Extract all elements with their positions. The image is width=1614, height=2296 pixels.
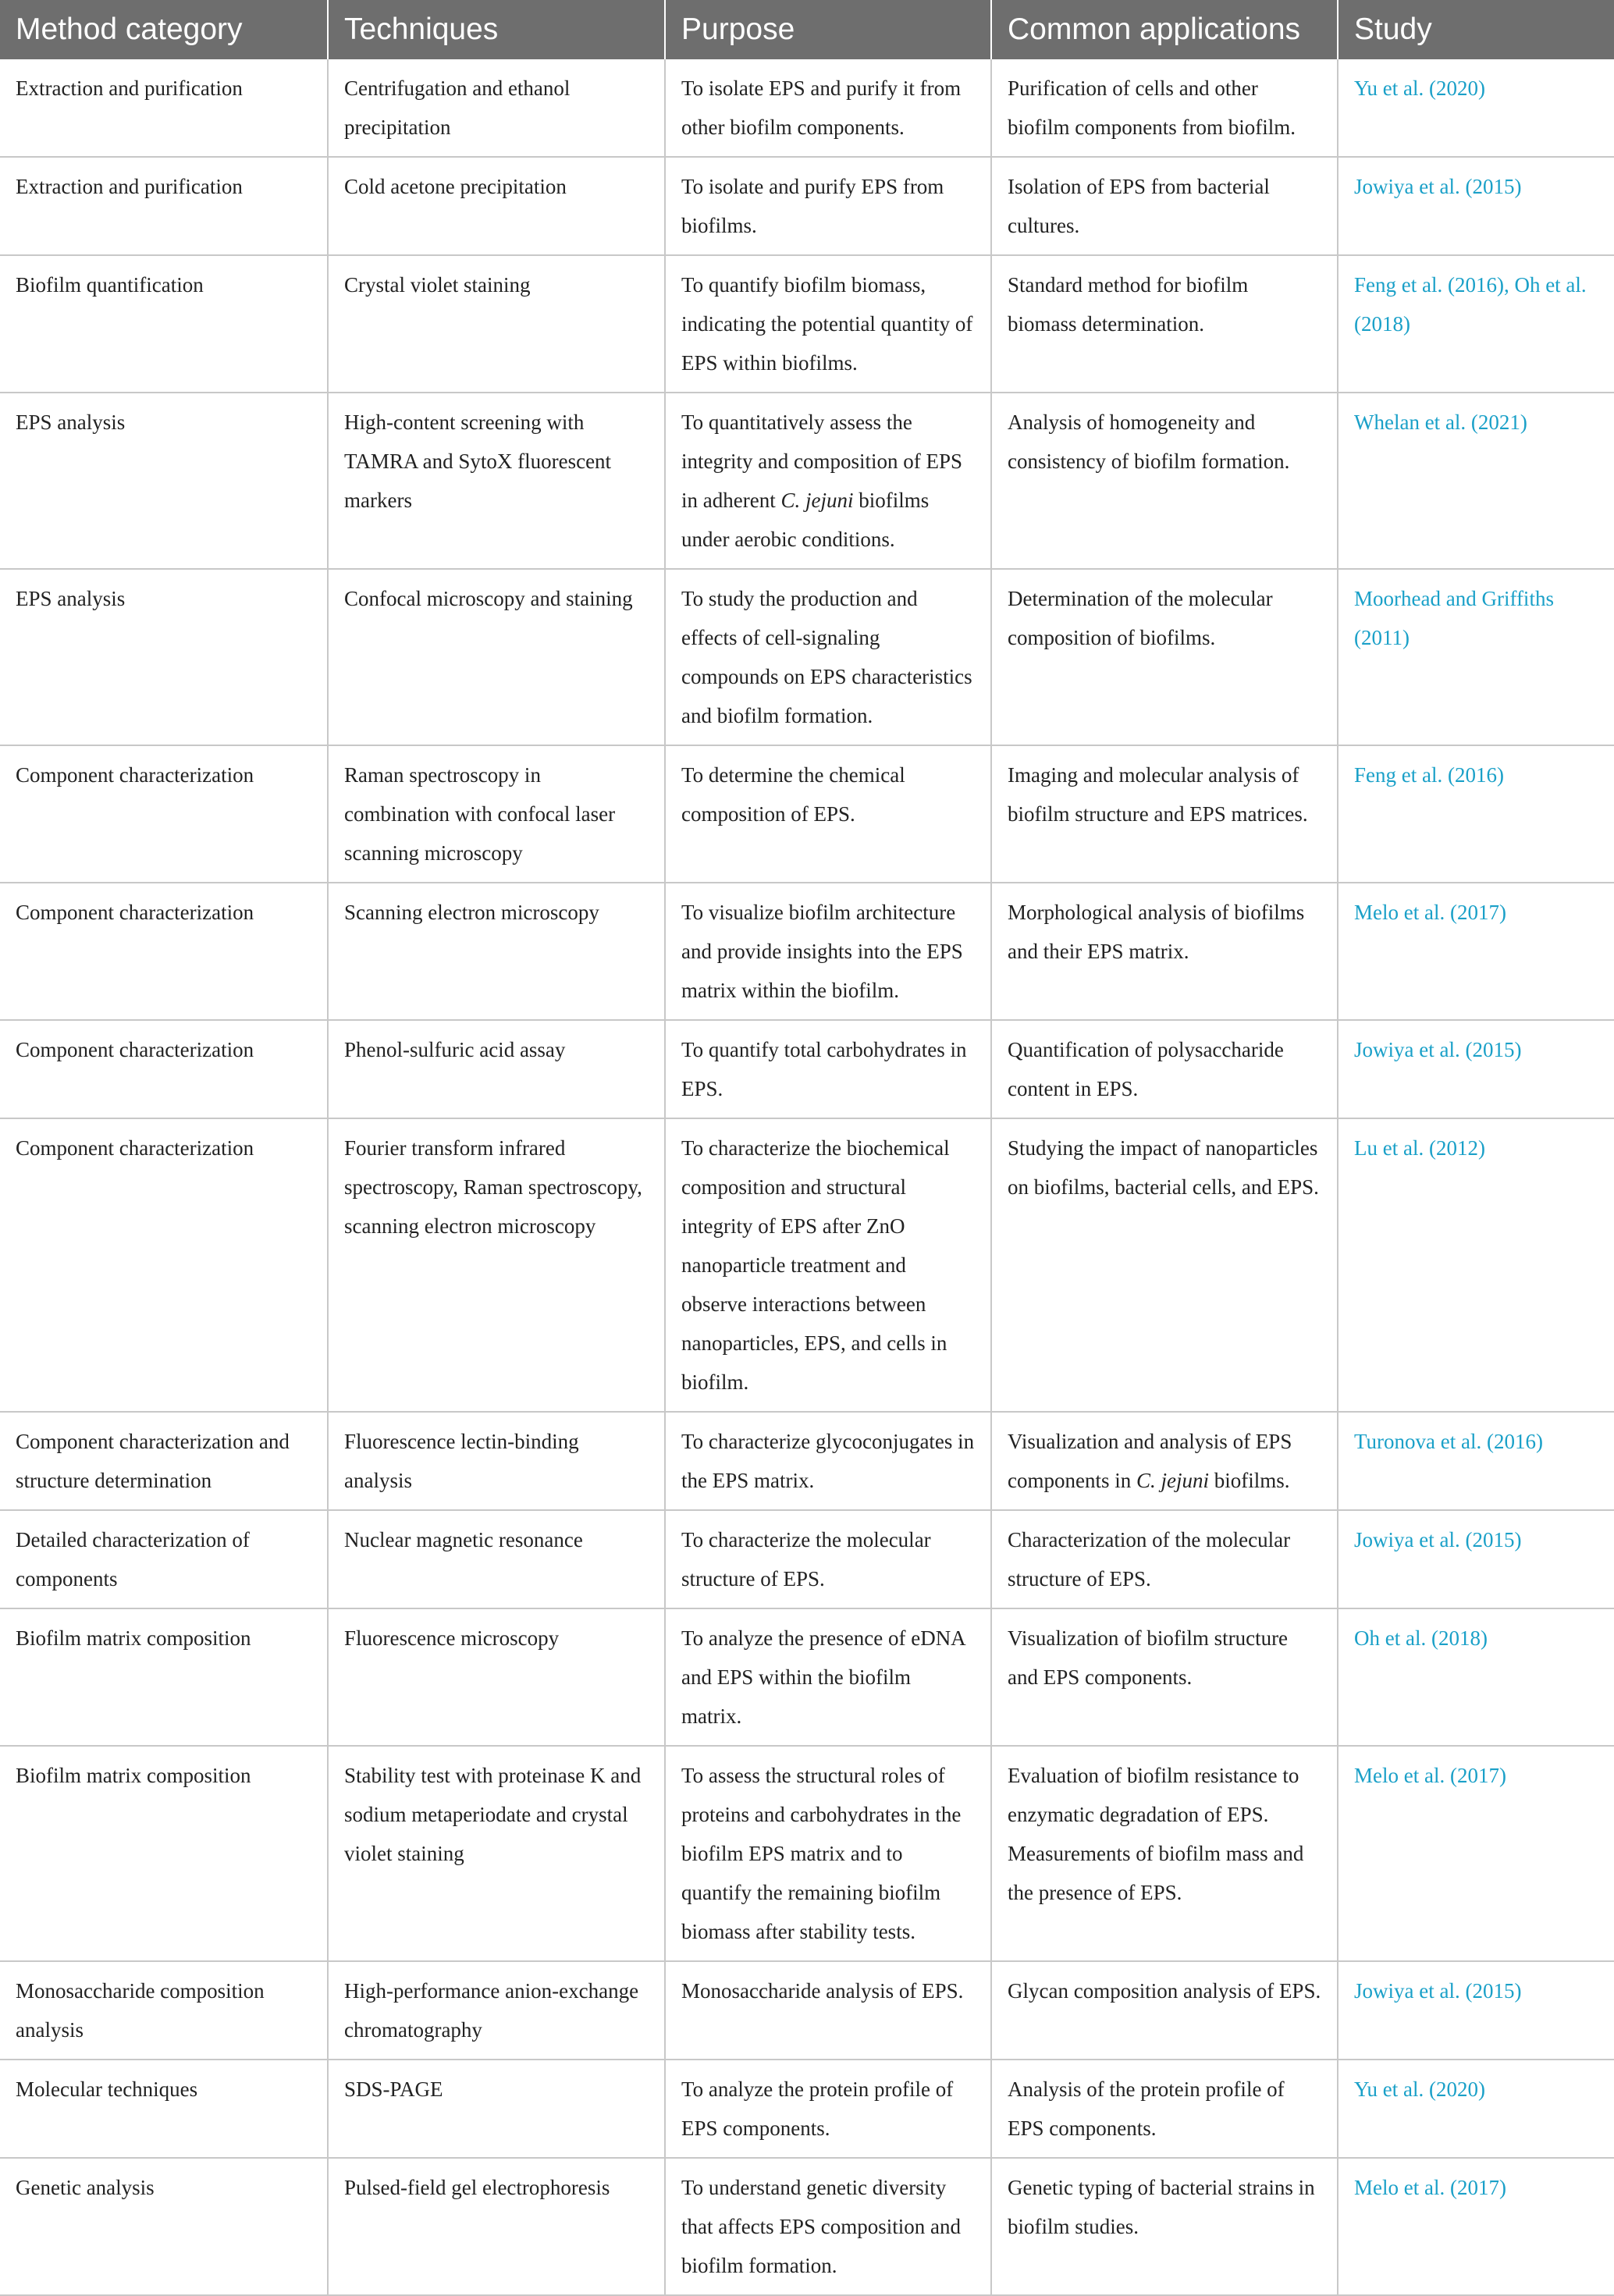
table-row (0, 2158, 1614, 2295)
table-row (0, 2060, 1614, 2158)
study-link[interactable]: Turonova et al. (2016) (1338, 1412, 1614, 1510)
study-link[interactable]: Melo et al. (2017) (1338, 1746, 1614, 1961)
cell-method: Component characterization (0, 1118, 328, 1412)
cell-technique: Confocal microscopy and staining (328, 569, 665, 745)
cell-application: Characterization of the molecular structure of EPS. (991, 1510, 1338, 1608)
cell-technique: SDS-PAGE (328, 2060, 665, 2158)
cell-purpose: To characterize the biochemical composition and structural integrity of EPS after ZnO nanoparticle treatment and observe interactions between nanoparticles, EPS, and cells in biofilm. (665, 1118, 991, 1412)
cell-method: Molecular techniques (0, 2060, 328, 2158)
table-row (0, 1118, 1614, 1412)
header-row (0, 0, 1614, 59)
table-header (0, 0, 1614, 59)
cell-method: Extraction and purification (0, 59, 328, 157)
application-text: Visualization and analysis of EPS components in (1008, 1430, 1292, 1492)
purpose-text: To quantitatively assess the integrity and composition of EPS in adherent (681, 411, 962, 512)
cell-method: Monosaccharide composition analysis (0, 1961, 328, 2060)
table-row (0, 1412, 1614, 1510)
table-row (0, 1020, 1614, 1118)
cell-application (991, 1412, 1338, 1510)
study-link[interactable]: Lu et al. (2012) (1338, 1118, 1614, 1412)
cell-technique: Fourier transform infrared spectroscopy, Raman spectroscopy, scanning electron microscopy (328, 1118, 665, 1412)
cell-method: EPS analysis (0, 393, 328, 569)
cell-application: Genetic typing of bacterial strains in biofilm studies. (991, 2158, 1338, 2295)
cell-application: Standard method for biofilm biomass determination. (991, 255, 1338, 393)
cell-method: Biofilm matrix composition (0, 1608, 328, 1746)
species-name: C. jejuni (780, 489, 854, 512)
cell-technique: High-content screening with TAMRA and SytoX fluorescent markers (328, 393, 665, 569)
purpose-text: biofilms under aerobic conditions. (681, 489, 930, 551)
study-link[interactable]: Yu et al. (2020) (1338, 59, 1614, 157)
cell-technique: Scanning electron microscopy (328, 883, 665, 1020)
cell-purpose: To understand genetic diversity that affects EPS composition and biofilm formation. (665, 2158, 991, 2295)
table-row (0, 883, 1614, 1020)
cell-purpose: To analyze the presence of eDNA and EPS within the biofilm matrix. (665, 1608, 991, 1746)
table-row (0, 745, 1614, 883)
table-row (0, 157, 1614, 255)
cell-application: Analysis of homogeneity and consistency of biofilm formation. (991, 393, 1338, 569)
cell-purpose: To characterize the molecular structure of EPS. (665, 1510, 991, 1608)
cell-purpose: To assess the structural roles of proteins and carbohydrates in the biofilm EPS matrix and to quantify the remaining biofilm biomass after stability tests. (665, 1746, 991, 1961)
cell-application: Evaluation of biofilm resistance to enzymatic degradation of EPS. Measurements of biofilm mass and the presence of EPS. (991, 1746, 1338, 1961)
cell-application: Isolation of EPS from bacterial cultures. (991, 157, 1338, 255)
table-row (0, 393, 1614, 569)
cell-purpose (665, 393, 991, 569)
cell-technique: Cold acetone precipitation (328, 157, 665, 255)
cell-purpose: To quantify total carbohydrates in EPS. (665, 1020, 991, 1118)
cell-application: Analysis of the protein profile of EPS components. (991, 2060, 1338, 2158)
cell-method: Component characterization (0, 1020, 328, 1118)
cell-method: Biofilm matrix composition (0, 1746, 328, 1961)
cell-technique: Fluorescence lectin-binding analysis (328, 1412, 665, 1510)
cell-technique: Nuclear magnetic resonance (328, 1510, 665, 1608)
cell-technique: Stability test with proteinase K and sodium metaperiodate and crystal violet staining (328, 1746, 665, 1961)
cell-purpose: To study the production and effects of cell-signaling compounds on EPS characteristics and biofilm formation. (665, 569, 991, 745)
cell-method: Component characterization (0, 883, 328, 1020)
table-row (0, 1746, 1614, 1961)
study-link[interactable]: Moorhead and Griffiths (2011) (1338, 569, 1614, 745)
cell-method: Component characterization (0, 745, 328, 883)
cell-purpose: To characterize glycoconjugates in the EPS matrix. (665, 1412, 991, 1510)
application-text: biofilms. (1208, 1469, 1290, 1492)
study-link[interactable]: Jowiya et al. (2015) (1338, 157, 1614, 255)
study-link[interactable]: Jowiya et al. (2015) (1338, 1961, 1614, 2060)
study-link[interactable]: Yu et al. (2020) (1338, 2060, 1614, 2158)
header-study: Study (1354, 12, 1432, 46)
species-name: C. jejuni (1136, 1469, 1209, 1492)
table-body (0, 59, 1614, 2295)
cell-purpose: To analyze the protein profile of EPS components. (665, 2060, 991, 2158)
cell-application: Quantification of polysaccharide content in EPS. (991, 1020, 1338, 1118)
cell-method: Extraction and purification (0, 157, 328, 255)
cell-technique: Crystal violet staining (328, 255, 665, 393)
cell-application: Morphological analysis of biofilms and their EPS matrix. (991, 883, 1338, 1020)
table-row (0, 1961, 1614, 2060)
table-row (0, 1510, 1614, 1608)
header-purpose: Purpose (665, 0, 991, 59)
study-link[interactable]: Jowiya et al. (2015) (1338, 1020, 1614, 1118)
study-link[interactable]: Jowiya et al. (2015) (1338, 1510, 1614, 1608)
study-link[interactable]: Whelan et al. (2021) (1338, 393, 1614, 569)
study-link[interactable]: Feng et al. (2016), Oh et al. (2018) (1338, 255, 1614, 393)
header-method-category: Method category (0, 0, 328, 59)
cell-application: Glycan composition analysis of EPS. (991, 1961, 1338, 2060)
cell-technique: Fluorescence microscopy (328, 1608, 665, 1746)
cell-application: Studying the impact of nanoparticles on biofilms, bacterial cells, and EPS. (991, 1118, 1338, 1412)
cell-method: Component characterization and structure determination (0, 1412, 328, 1510)
table-row (0, 569, 1614, 745)
cell-technique: Centrifugation and ethanol precipitation (328, 59, 665, 157)
cell-purpose: To isolate and purify EPS from biofilms. (665, 157, 991, 255)
study-link[interactable]: Melo et al. (2017) (1338, 2158, 1614, 2295)
table-row (0, 1608, 1614, 1746)
cell-method: EPS analysis (0, 569, 328, 745)
cell-technique: High-performance anion-exchange chromatography (328, 1961, 665, 2060)
table-row (0, 59, 1614, 157)
cell-application: Imaging and molecular analysis of biofilm structure and EPS matrices. (991, 745, 1338, 883)
cell-purpose: To determine the chemical composition of EPS. (665, 745, 991, 883)
cell-technique: Pulsed-field gel electrophoresis (328, 2158, 665, 2295)
cell-method: Biofilm quantification (0, 255, 328, 393)
cell-technique: Phenol-sulfuric acid assay (328, 1020, 665, 1118)
study-link[interactable]: Feng et al. (2016) (1338, 745, 1614, 883)
cell-application: Visualization of biofilm structure and EPS components. (991, 1608, 1338, 1746)
cell-application: Determination of the molecular composition of biofilms. (991, 569, 1338, 745)
cell-purpose: To quantify biofilm biomass, indicating the potential quantity of EPS within biofilms. (665, 255, 991, 393)
cell-method: Genetic analysis (0, 2158, 328, 2295)
header-common-applications: Common applications (991, 0, 1338, 59)
cell-technique: Raman spectroscopy in combination with confocal laser scanning microscopy (328, 745, 665, 883)
cell-purpose: To visualize biofilm architecture and provide insights into the EPS matrix within the biofilm. (665, 883, 991, 1020)
cell-application: Purification of cells and other biofilm components from biofilm. (991, 59, 1338, 157)
cell-purpose: Monosaccharide analysis of EPS. (665, 1961, 991, 2060)
table-row (0, 255, 1614, 393)
cell-method: Detailed characterization of components (0, 1510, 328, 1608)
study-link[interactable]: Melo et al. (2017) (1338, 883, 1614, 1020)
study-link[interactable]: Oh et al. (2018) (1338, 1608, 1614, 1746)
header-techniques: Techniques (328, 0, 665, 59)
cell-purpose: To isolate EPS and purify it from other biofilm components. (665, 59, 991, 157)
